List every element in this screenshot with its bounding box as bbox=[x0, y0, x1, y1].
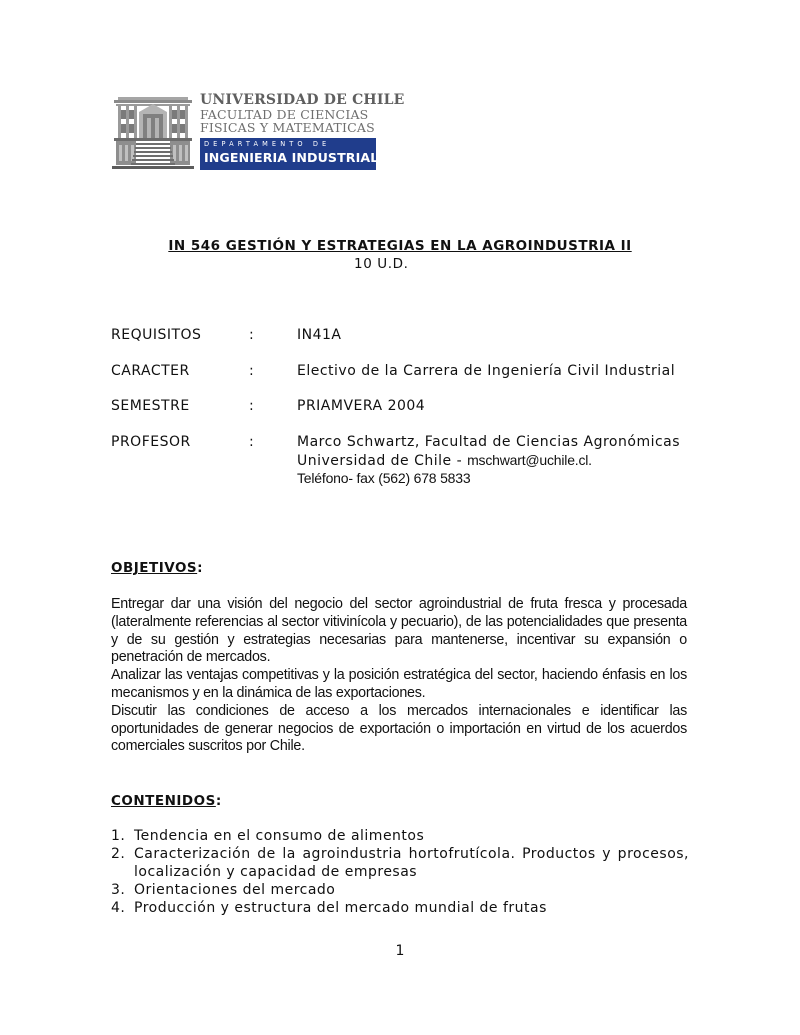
professor-affiliation bbox=[297, 452, 680, 471]
university-building-icon bbox=[112, 96, 194, 170]
objetivo-paragraph: Entregar dar una visión del negocio del sector agroindustrial de fruta fresca y procesada (lateralmente referencias al sector vitivinícola y pecuario), de las potencialidades que presenta y de su gestión y estrategias necesarias para mantenerse, incentivar su expansión o penetración de mercados. bbox=[111, 596, 687, 666]
list-item bbox=[111, 827, 689, 845]
field-value: IN41A bbox=[297, 327, 342, 343]
field-value: Electivo de la Carrera de Ingeniería Civil Industrial bbox=[297, 363, 676, 379]
field-label: SEMESTRE bbox=[111, 398, 190, 414]
list-item-text: Caracterización de la agroindustria hortofrutícola. Productos y procesos, localización y capacidad de empresas bbox=[134, 846, 689, 880]
field-value: PRIAMVERA 2004 bbox=[297, 398, 426, 414]
list-item bbox=[111, 881, 689, 899]
list-item-number: 2. bbox=[111, 846, 126, 862]
contenidos-heading-colon: : bbox=[215, 793, 222, 809]
objetivos-heading bbox=[111, 560, 203, 576]
page-number: 1 bbox=[395, 943, 405, 959]
professor-phone: Teléfono- fax (562) 678 5833 bbox=[297, 470, 471, 486]
list-item bbox=[111, 899, 689, 917]
list-item-text: Producción y estructura del mercado mundial de frutas bbox=[134, 900, 547, 916]
logo-department-band bbox=[200, 138, 379, 170]
logo-department-label: DEPARTAMENTO DE bbox=[204, 140, 331, 148]
logo-university-name: UNIVERSIDAD DE CHILE bbox=[200, 92, 405, 108]
objetivo-paragraph: Discutir las condiciones de acceso a los mercados internacionales e identificar las oportunidades de generar negocios de exportación o importación en virtud de los acuerdos comerciales suscritos por Chile. bbox=[111, 702, 687, 755]
university-logo bbox=[112, 92, 405, 171]
list-item bbox=[111, 845, 689, 881]
objetivos-heading-colon: : bbox=[197, 560, 204, 576]
contenidos-heading bbox=[111, 793, 222, 809]
objetivos-heading-label: OBJETIVOS bbox=[111, 560, 198, 576]
field-label: PROFESOR bbox=[111, 434, 191, 450]
field-value bbox=[297, 434, 680, 488]
list-item-text: Orientaciones del mercado bbox=[134, 882, 336, 898]
field-label: REQUISITOS bbox=[111, 327, 202, 343]
professor-email: mschwart@uchile.cl. bbox=[467, 451, 592, 468]
objetivo-paragraph: Analizar las ventajas competitivas y la posición estratégica del sector, haciendo énfasis en los mecanismos y en la dinámica de las exportaciones. bbox=[111, 667, 687, 701]
field-colon: : bbox=[249, 327, 255, 343]
list-item-number: 1. bbox=[111, 828, 126, 844]
course-units: 10 U.D. bbox=[354, 256, 409, 272]
contenidos-list bbox=[111, 827, 689, 917]
course-title: IN 546 GESTIÓN Y ESTRATEGIAS EN LA AGROINDUSTRIA II bbox=[168, 238, 632, 254]
professor-name: Marco Schwartz, Facultad de Ciencias Agronómicas bbox=[297, 434, 681, 450]
professor-university: Universidad de Chile - bbox=[297, 452, 468, 469]
list-item-number: 3. bbox=[111, 882, 126, 898]
logo-faculty-line-2: FISICAS Y MATEMATICAS bbox=[200, 120, 375, 135]
list-item-number: 4. bbox=[111, 900, 126, 916]
contenidos-heading-label: CONTENIDOS bbox=[111, 793, 216, 809]
objetivos-body bbox=[111, 596, 687, 756]
field-label: CARACTER bbox=[111, 363, 190, 379]
field-colon: : bbox=[249, 363, 255, 379]
field-colon: : bbox=[249, 398, 255, 414]
logo-faculty-line-1: FACULTAD DE CIENCIAS bbox=[200, 107, 369, 122]
list-item-text: Tendencia en el consumo de alimentos bbox=[134, 828, 425, 844]
logo-department-name: INGENIERIA INDUSTRIAL bbox=[204, 150, 379, 165]
field-colon: : bbox=[249, 434, 255, 450]
logo-wordmark bbox=[200, 92, 405, 170]
